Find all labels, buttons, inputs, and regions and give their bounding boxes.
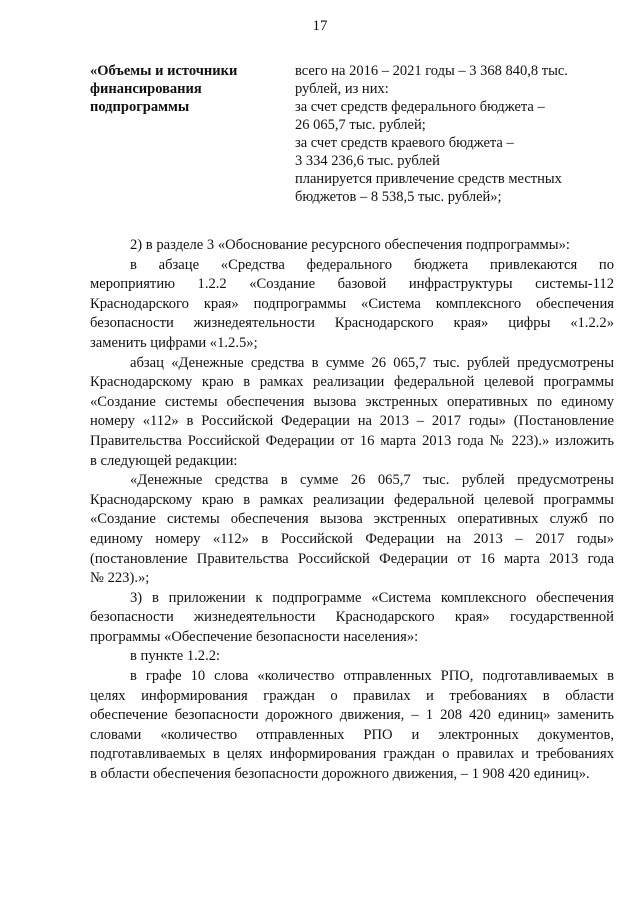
paragraph-line: словами «количество отправленных РПО и электронных документов, bbox=[90, 726, 614, 743]
paragraph-line: единому номеру «112» в Российской Федерации на 2013 – 2017 годы» bbox=[90, 530, 614, 547]
funding-value-line: за счет средств краевого бюджета – bbox=[295, 135, 514, 151]
funding-value-line: бюджетов – 8 538,5 тыс. рублей»; bbox=[295, 189, 502, 205]
paragraph-line: номеру «112» в Российской Федерации на 2013 – 2017 годы» (Постановление bbox=[90, 413, 614, 430]
paragraph bbox=[90, 667, 614, 785]
funding-label bbox=[90, 62, 295, 206]
paragraph-line: безопасности жизнедеятельности Краснодарского края» государственной bbox=[90, 609, 614, 626]
paragraph-line: Краснодарскому краю в рамках реализации федеральной целевой программы bbox=[90, 491, 614, 508]
paragraph-line: в следующей редакции: bbox=[90, 452, 238, 469]
paragraph-line: целях информирования граждан о правилах и требованиях в области bbox=[90, 687, 614, 704]
paragraph-line: «Создание системы обеспечения вызова экстренных оперативных по единому bbox=[90, 393, 614, 410]
paragraph-line: 2) в разделе 3 «Обоснование ресурсного обеспечения подпрограммы»: bbox=[130, 237, 570, 253]
funding-value-line: всего на 2016 – 2021 годы – 3 368 840,8 тыс. bbox=[295, 63, 568, 79]
funding-table bbox=[90, 62, 615, 206]
funding-value-line: планируется привлечение средств местных bbox=[295, 171, 562, 187]
paragraph bbox=[90, 256, 614, 354]
paragraph-line: Краснодарского края» подпрограммы «Система комплексного обеспечения bbox=[90, 295, 614, 312]
funding-value-line: 3 334 236,6 тыс. рублей bbox=[295, 153, 440, 169]
paragraph-line: Правительства Российской Федерации от 16 марта 2013 года № 223).» изложить bbox=[90, 432, 614, 449]
funding-value-line: рублей, из них: bbox=[295, 81, 389, 97]
paragraph-line: программы «Обеспечение безопасности населения»: bbox=[90, 628, 419, 645]
paragraph-line: в абзаце «Средства федерального бюджета привлекаются по bbox=[130, 256, 614, 273]
paragraph-line: «Денежные средства в сумме 26 065,7 тыс. рублей предусмотрены bbox=[130, 472, 614, 489]
paragraph bbox=[90, 647, 614, 667]
paragraph-line: «Создание системы обеспечения вызова экстренных оперативных служб по bbox=[90, 511, 614, 528]
funding-value-line: за счет средств федерального бюджета – bbox=[295, 99, 545, 115]
paragraph-line: Краснодарскому краю в рамках реализации федеральной целевой программы bbox=[90, 374, 614, 391]
paragraph-line: в области обеспечения безопасности дорожного движения, – 1 908 420 единиц». bbox=[90, 766, 590, 783]
paragraph-line: заменить цифрами «1.2.5»; bbox=[90, 334, 258, 351]
paragraph-line: № 223).»; bbox=[90, 570, 150, 587]
paragraph-line: мероприятию 1.2.2 «Создание базовой инфраструктуры системы-112 bbox=[90, 276, 614, 293]
page-number: 17 bbox=[312, 18, 328, 34]
paragraph bbox=[90, 471, 614, 589]
paragraph-line: обеспечение безопасности дорожного движения, – 1 208 420 единиц» заменить bbox=[90, 707, 614, 724]
document-body bbox=[90, 236, 614, 785]
paragraph-line: (постановление Правительства Российской Федерации от 16 марта 2013 года bbox=[90, 550, 614, 567]
paragraph bbox=[90, 354, 614, 472]
paragraph-line: подготавливаемых в целях информирования граждан о правилах и требованиях bbox=[90, 746, 614, 763]
funding-label-line: финансирования bbox=[90, 81, 202, 97]
funding-value bbox=[295, 62, 615, 206]
paragraph bbox=[90, 236, 614, 256]
paragraph-line: безопасности жизнедеятельности Краснодарского края» цифры «1.2.2» bbox=[90, 315, 614, 332]
paragraph bbox=[90, 589, 614, 648]
paragraph-line: 3) в приложении к подпрограмме «Система комплексного обеспечения bbox=[130, 589, 614, 606]
paragraph-line: абзац «Денежные средства в сумме 26 065,7 тыс. рублей предусмотрены bbox=[130, 354, 614, 371]
funding-label-line: «Объемы и источники bbox=[90, 63, 238, 79]
funding-label-line: подпрограммы bbox=[90, 99, 190, 115]
funding-value-line: 26 065,7 тыс. рублей; bbox=[295, 117, 426, 133]
paragraph-line: в пункте 1.2.2: bbox=[130, 648, 221, 665]
paragraph-line: в графе 10 слова «количество отправленных РПО, подготавливаемых в bbox=[130, 668, 614, 685]
